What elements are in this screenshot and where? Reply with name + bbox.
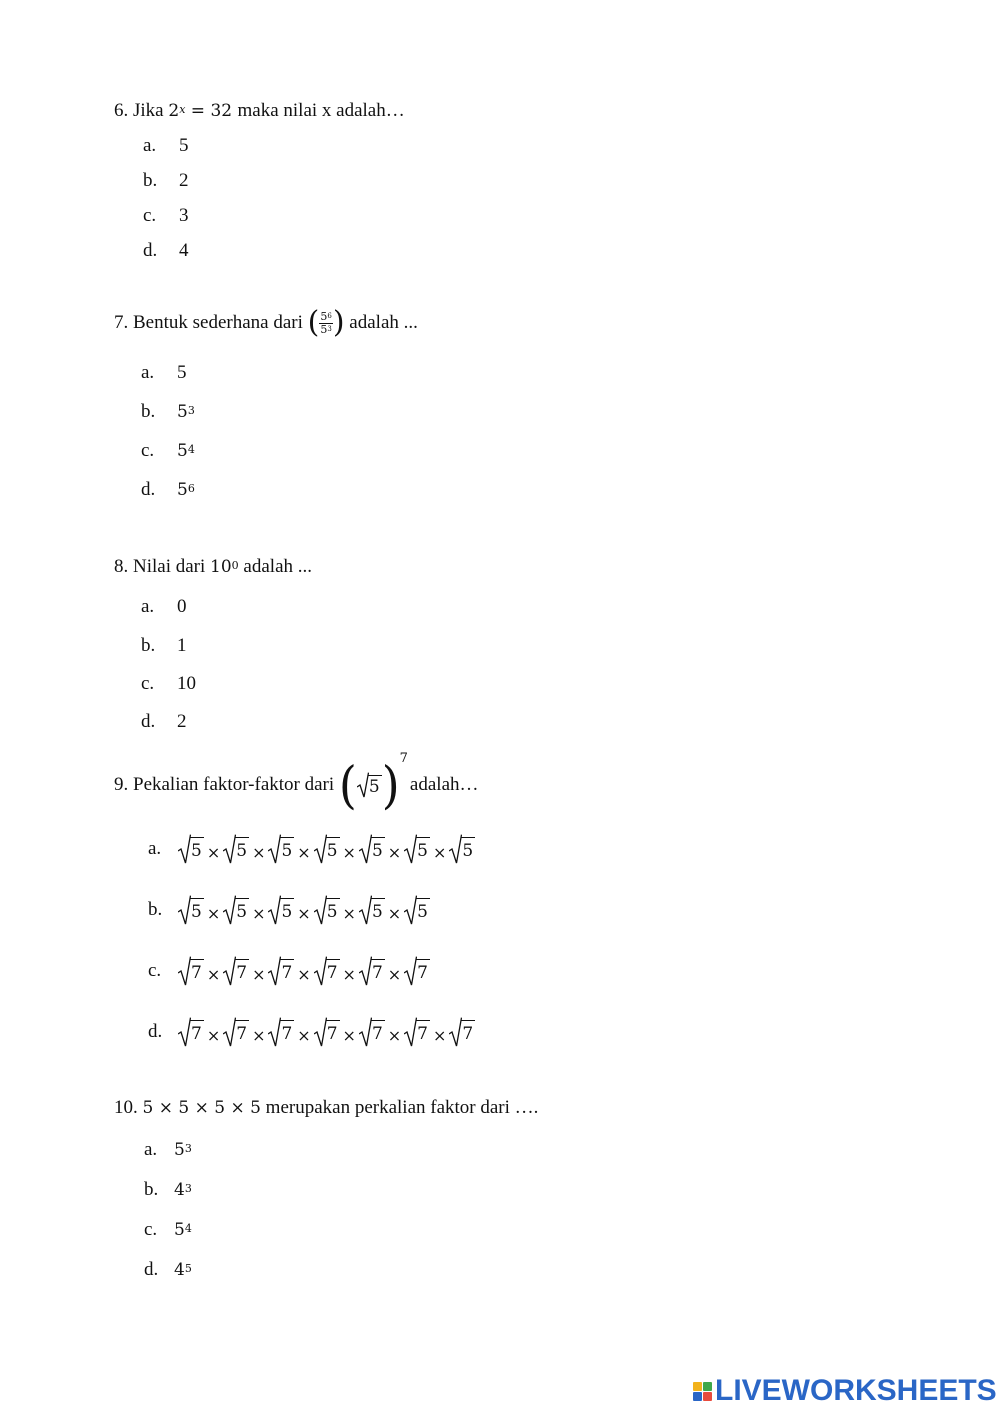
q7-option-b[interactable]: b. $5^3$ — [141, 401, 195, 422]
sqrt-term — [268, 895, 294, 925]
radicand: 5 — [190, 898, 204, 925]
question-8: 8. Nilai dari $10^0$ adalah ... — [114, 556, 312, 577]
question-7-suffix: adalah ... — [344, 312, 418, 333]
question-6 — [114, 100, 405, 122]
q6-option-d[interactable]: d. 4 — [143, 240, 189, 261]
radicand: 7 — [461, 1020, 475, 1047]
fraction-denominator: $5^3$ — [320, 322, 332, 336]
radicand: 5 — [326, 837, 340, 864]
sqrt-term — [178, 895, 204, 925]
radicand: 7 — [280, 959, 294, 986]
q8-option-a[interactable]: a. 0 — [141, 596, 187, 617]
times-symbol: × — [252, 1026, 266, 1045]
times-symbol: × — [206, 843, 221, 862]
radicand: 7 — [326, 959, 340, 986]
radicand: 7 — [235, 959, 249, 986]
times-symbol: × — [297, 904, 311, 923]
times-symbol: × — [252, 843, 266, 862]
question-10-expression: 5 × 5 × 5 × 5 — [142, 1098, 261, 1118]
times-symbol: × — [297, 843, 311, 862]
q6-option-a[interactable]: a. 5 — [143, 135, 189, 156]
q6-option-b[interactable]: b. 2 — [143, 170, 189, 191]
radicand: 7 — [371, 1020, 385, 1047]
question-9-sqrt: 5 — [357, 772, 382, 798]
times-symbol: × — [387, 904, 402, 923]
sqrt-term — [359, 1017, 385, 1047]
times-symbol: × — [252, 904, 266, 923]
logo-text: LIVEWORKSHEETS — [715, 1374, 997, 1407]
times-symbol: × — [206, 965, 221, 984]
question-9: 9. Pekalian faktor-faktor dari ( 5 ) $^7$ adalah… — [114, 751, 479, 815]
q7-option-a[interactable]: a. 5 — [141, 362, 187, 383]
times-symbol: × — [206, 1026, 221, 1045]
sqrt-term — [314, 1017, 340, 1047]
question-7-fraction — [319, 311, 332, 336]
q7-option-c[interactable]: c. $5^4$ — [141, 440, 195, 461]
radicand: 7 — [235, 1020, 249, 1047]
question-7 — [114, 305, 418, 340]
q10-option-b[interactable]: b. $4^3$ — [144, 1179, 192, 1200]
q10-option-c[interactable]: c. $5^4$ — [144, 1219, 192, 1240]
question-8-power: $10^0$ — [210, 557, 239, 577]
radicand: 5 — [190, 837, 204, 864]
logo-mark-icon — [693, 1382, 712, 1401]
liveworksheets-logo — [693, 1374, 997, 1408]
times-symbol: × — [387, 1026, 402, 1045]
q10-option-a[interactable]: a. $5^3$ — [144, 1139, 192, 1160]
q8-option-d[interactable]: d. 2 — [141, 711, 187, 732]
question-10: 10. 5 × 5 × 5 × 5 merupakan perkalian faktor dari …. — [114, 1097, 539, 1118]
q9-option-a-expression — [178, 834, 475, 864]
sqrt-term — [359, 834, 385, 864]
radicand: 5 — [416, 837, 430, 864]
sqrt-term — [178, 956, 204, 986]
sqrt-term — [449, 834, 475, 864]
question-6-equation: $2^x = 32$ — [168, 101, 233, 121]
radicand: 7 — [190, 1020, 204, 1047]
sqrt-term — [314, 956, 340, 986]
q8-option-b[interactable]: b. 1 — [141, 635, 187, 656]
q9-option-a[interactable]: a. 5 × 5 × 5 × 5 × 5 × 5 × 5 — [148, 834, 475, 864]
radicand: 7 — [280, 1020, 294, 1047]
q7-option-d[interactable]: d. $5^6$ — [141, 479, 195, 500]
sqrt-term — [314, 834, 340, 864]
radicand: 5 — [416, 898, 430, 925]
sqrt-term — [449, 1017, 475, 1047]
radicand: 7 — [371, 959, 385, 986]
times-symbol: × — [342, 843, 356, 862]
q8-option-c[interactable]: c. 10 — [141, 673, 196, 694]
radicand: 5 — [235, 837, 249, 864]
radicand: 7 — [326, 1020, 340, 1047]
radicand: 5 — [461, 837, 475, 864]
times-symbol: × — [342, 965, 356, 984]
radicand: 5 — [371, 837, 385, 864]
sqrt-term — [268, 956, 294, 986]
q6-option-c[interactable]: c. 3 — [143, 205, 189, 226]
q9-option-c[interactable]: c. 7 × 7 × 7 × 7 × 7 × 7 — [148, 956, 430, 986]
times-symbol: × — [387, 965, 402, 984]
question-6-prefix: 6. Jika — [114, 100, 169, 121]
radicand: 5 — [280, 898, 294, 925]
times-symbol: × — [206, 904, 221, 923]
radicand: 7 — [416, 959, 430, 986]
q9-option-b-expression — [178, 895, 430, 925]
sqrt-term — [404, 895, 430, 925]
radicand: 5 — [371, 898, 385, 925]
times-symbol: × — [252, 965, 266, 984]
sqrt-term — [314, 895, 340, 925]
question-6-suffix: maka nilai x adalah… — [237, 100, 405, 121]
times-symbol: × — [297, 1026, 311, 1045]
radicand: 5 — [280, 837, 294, 864]
q10-option-d[interactable]: d. $4^5$ — [144, 1259, 192, 1280]
sqrt-term — [178, 834, 204, 864]
times-symbol: × — [433, 843, 447, 862]
sqrt-term — [404, 834, 430, 864]
sqrt-term — [223, 956, 249, 986]
right-paren: ) — [332, 305, 345, 340]
q9-option-d-expression — [178, 1017, 475, 1047]
q9-option-c-expression — [178, 956, 430, 986]
sqrt-term — [223, 834, 249, 864]
q9-option-d[interactable]: d. 7 × 7 × 7 × 7 × 7 × 7 × 7 — [148, 1017, 475, 1047]
radicand: 5 — [326, 898, 340, 925]
times-symbol: × — [433, 1026, 447, 1045]
sqrt-term — [268, 1017, 294, 1047]
left-paren: ( — [307, 305, 320, 340]
times-symbol: × — [342, 904, 356, 923]
sqrt-term — [404, 956, 430, 986]
sqrt-term — [268, 834, 294, 864]
sqrt-term — [223, 1017, 249, 1047]
sqrt-term — [404, 1017, 430, 1047]
sqrt-term — [178, 1017, 204, 1047]
radicand: 7 — [190, 959, 204, 986]
times-symbol: × — [297, 965, 311, 984]
times-symbol: × — [387, 843, 402, 862]
radicand: 7 — [416, 1020, 430, 1047]
left-paren: ( — [338, 755, 357, 815]
sqrt-term — [359, 895, 385, 925]
q9-option-b[interactable]: b. 5 × 5 × 5 × 5 × 5 × 5 — [148, 895, 430, 925]
times-symbol: × — [342, 1026, 356, 1045]
sqrt-term — [223, 895, 249, 925]
right-paren: ) — [381, 755, 400, 815]
fraction-numerator: $5^6$ — [320, 309, 332, 323]
radicand: 5 — [235, 898, 249, 925]
question-7-prefix: 7. Bentuk sederhana dari — [114, 312, 308, 333]
sqrt-term — [359, 956, 385, 986]
